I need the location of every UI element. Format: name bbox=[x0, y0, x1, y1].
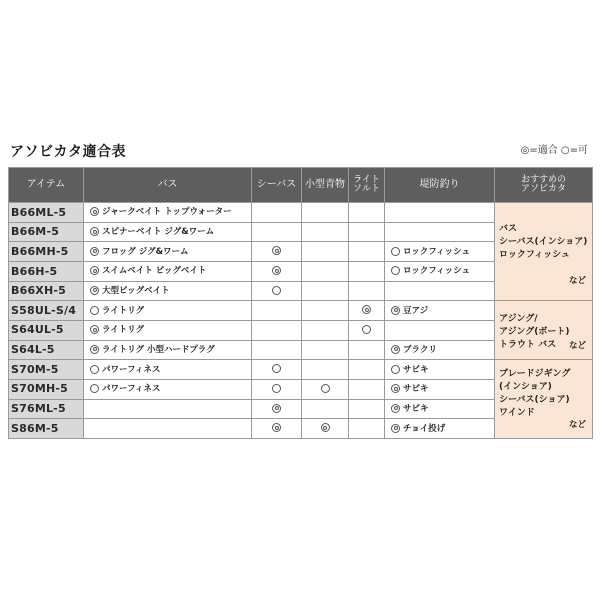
bass-cell bbox=[84, 360, 252, 380]
bass-text: スピナーベイト ジグ&ワーム bbox=[101, 227, 215, 238]
recommend-line: シーバス(インショア) bbox=[499, 237, 588, 247]
header-small-bluefish: 小型青物 bbox=[302, 168, 349, 203]
bass-double-circle-icon bbox=[90, 345, 99, 354]
legend: ◎=適合 ○=可 bbox=[520, 145, 588, 156]
small-bluefish-cell bbox=[302, 320, 349, 340]
recommend-cell bbox=[495, 203, 593, 301]
small-bluefish-cell bbox=[302, 261, 349, 281]
bass-circle-icon bbox=[90, 306, 99, 315]
recommend-line: ワインド bbox=[499, 408, 535, 419]
header-row bbox=[9, 168, 593, 203]
seabass-cell bbox=[252, 203, 302, 223]
pier-double-circle-icon bbox=[391, 424, 400, 433]
light-salt-cell bbox=[349, 399, 385, 419]
recommend-cell bbox=[495, 301, 593, 360]
light-salt-cell bbox=[349, 301, 385, 321]
bass-double-circle-icon bbox=[90, 325, 99, 334]
pier-text: サビキ bbox=[402, 384, 429, 395]
seabass-cell bbox=[252, 419, 302, 439]
item-code: S86M-5 bbox=[9, 419, 84, 439]
pier-text: ロックフィッシュ bbox=[402, 266, 470, 277]
small-bluefish-cell bbox=[302, 399, 349, 419]
item-code: S64UL-5 bbox=[9, 320, 84, 340]
bass-cell bbox=[84, 242, 252, 262]
pier-double-circle-icon bbox=[391, 345, 400, 354]
seabass-cell bbox=[252, 222, 302, 242]
item-code: S76ML-5 bbox=[9, 399, 84, 419]
small-bluefish-cell bbox=[302, 419, 349, 439]
recommend-lines bbox=[499, 368, 570, 420]
small-bluefish-cell bbox=[302, 379, 349, 399]
small-bluefish-double-circle-icon bbox=[321, 423, 330, 432]
pier-text: 豆アジ bbox=[402, 305, 429, 316]
bass-double-circle-icon bbox=[90, 227, 99, 236]
pier-double-circle-icon bbox=[391, 384, 400, 393]
header-bass: バス bbox=[84, 168, 252, 203]
bass-text: ジャークベイト トップウォーター bbox=[101, 207, 232, 218]
light-salt-cell bbox=[349, 203, 385, 223]
seabass-circle-icon bbox=[272, 286, 281, 295]
light-salt-cell bbox=[349, 340, 385, 360]
seabass-double-circle-icon bbox=[272, 266, 281, 275]
table-row bbox=[9, 203, 593, 223]
seabass-cell bbox=[252, 242, 302, 262]
item-code: S58UL-S/4 bbox=[9, 301, 84, 321]
item-code: B66H-5 bbox=[9, 261, 84, 281]
compatibility-table bbox=[8, 167, 593, 439]
bass-cell bbox=[84, 320, 252, 340]
item-code: B66ML-5 bbox=[9, 203, 84, 223]
pier-cell bbox=[385, 399, 495, 419]
item-code: S64L-5 bbox=[9, 340, 84, 360]
small-bluefish-cell bbox=[302, 340, 349, 360]
recommend-line: シーバス(ショア) bbox=[499, 395, 570, 406]
seabass-cell bbox=[252, 320, 302, 340]
bass-text: スイムベイト ビッグベイト bbox=[101, 266, 207, 277]
pier-text: チョイ投げ bbox=[402, 423, 446, 434]
item-code: S70M-5 bbox=[9, 360, 84, 380]
small-bluefish-cell bbox=[302, 301, 349, 321]
pier-circle-icon bbox=[391, 247, 400, 256]
seabass-cell bbox=[252, 340, 302, 360]
light-salt-cell bbox=[349, 281, 385, 301]
bass-double-circle-icon bbox=[90, 286, 99, 295]
recommend-lines bbox=[499, 313, 569, 352]
light-salt-cell bbox=[349, 360, 385, 380]
bass-cell bbox=[84, 281, 252, 301]
header-seabass: シーバス bbox=[252, 168, 302, 203]
pier-circle-icon bbox=[391, 365, 400, 374]
light-salt-cell bbox=[349, 261, 385, 281]
bass-double-circle-icon bbox=[90, 266, 99, 275]
small-bluefish-cell bbox=[302, 203, 349, 223]
bass-cell bbox=[84, 301, 252, 321]
seabass-cell bbox=[252, 301, 302, 321]
light-salt-cell bbox=[349, 242, 385, 262]
bass-cell bbox=[84, 379, 252, 399]
header-light-salt: ライト ソルト bbox=[349, 168, 385, 203]
small-bluefish-cell bbox=[302, 281, 349, 301]
light-salt-cell bbox=[349, 379, 385, 399]
pier-cell bbox=[385, 379, 495, 399]
bass-double-circle-icon bbox=[90, 207, 99, 216]
bass-double-circle-icon bbox=[90, 247, 99, 256]
bass-text: ライトリグ bbox=[101, 325, 145, 336]
recommend-line: アジング(ボート) bbox=[499, 327, 570, 338]
pier-cell bbox=[385, 222, 495, 242]
small-bluefish-cell bbox=[302, 360, 349, 380]
item-code: B66MH-5 bbox=[9, 242, 84, 262]
pier-double-circle-icon bbox=[391, 306, 400, 315]
light-salt-double-circle-icon bbox=[362, 305, 371, 314]
bass-cell bbox=[84, 399, 252, 419]
bass-cell bbox=[84, 222, 252, 242]
seabass-cell bbox=[252, 261, 302, 281]
bass-text: パワーフィネス bbox=[101, 384, 161, 395]
recommend-line: アジング/ bbox=[499, 314, 538, 325]
item-code: B66M-5 bbox=[9, 222, 84, 242]
bass-text: ライトリグ 小型ハードプラグ bbox=[101, 344, 215, 355]
pier-text: ロックフィッシュ bbox=[402, 246, 470, 257]
recommend-cell bbox=[495, 360, 593, 439]
seabass-cell bbox=[252, 360, 302, 380]
small-bluefish-circle-icon bbox=[321, 384, 330, 393]
pier-text: サビキ bbox=[402, 403, 429, 414]
light-salt-cell bbox=[349, 222, 385, 242]
pier-double-circle-icon bbox=[391, 404, 400, 413]
table-row bbox=[9, 360, 593, 380]
bass-text: パワーフィネス bbox=[101, 364, 161, 375]
recommend-lines bbox=[499, 223, 587, 262]
page-title: アソビカタ適合表 bbox=[10, 144, 126, 160]
recommend-etc: など bbox=[568, 341, 586, 352]
recommend-line: ブレードジギング bbox=[499, 369, 571, 380]
seabass-double-circle-icon bbox=[272, 404, 281, 413]
small-bluefish-cell bbox=[302, 222, 349, 242]
pier-cell bbox=[385, 281, 495, 301]
light-salt-cell bbox=[349, 419, 385, 439]
pier-cell bbox=[385, 301, 495, 321]
pier-cell bbox=[385, 203, 495, 223]
seabass-cell bbox=[252, 281, 302, 301]
pier-cell bbox=[385, 242, 495, 262]
pier-cell bbox=[385, 320, 495, 340]
seabass-circle-icon bbox=[272, 364, 281, 373]
bass-cell bbox=[84, 203, 252, 223]
recommend-line: トラウト バス bbox=[499, 340, 557, 351]
item-code: B66XH-5 bbox=[9, 281, 84, 301]
bass-cell bbox=[84, 419, 252, 439]
header-pier-fishing: 堤防釣り bbox=[385, 168, 495, 203]
pier-cell bbox=[385, 340, 495, 360]
recommend-line: (インショア) bbox=[499, 382, 552, 393]
pier-text: サビキ bbox=[402, 364, 429, 375]
seabass-cell bbox=[252, 379, 302, 399]
light-salt-cell bbox=[349, 320, 385, 340]
bass-circle-icon bbox=[90, 365, 99, 374]
light-salt-circle-icon bbox=[362, 325, 371, 334]
small-bluefish-cell bbox=[302, 242, 349, 262]
recommend-etc: など bbox=[568, 276, 586, 287]
recommend-line: ロックフィッシュ bbox=[499, 250, 570, 260]
pier-text: ブラクリ bbox=[402, 344, 437, 355]
header-recommended: おすすめの アソビカタ bbox=[495, 168, 593, 203]
seabass-double-circle-icon bbox=[272, 423, 281, 432]
item-code: S70MH-5 bbox=[9, 379, 84, 399]
pier-cell bbox=[385, 419, 495, 439]
pier-circle-icon bbox=[391, 266, 400, 275]
bass-text: ライトリグ bbox=[101, 305, 145, 316]
seabass-double-circle-icon bbox=[272, 246, 281, 255]
seabass-circle-icon bbox=[272, 384, 281, 393]
bass-text: 大型ビッグベイト bbox=[101, 285, 170, 296]
pier-cell bbox=[385, 261, 495, 281]
pier-cell bbox=[385, 360, 495, 380]
bass-cell bbox=[84, 261, 252, 281]
recommend-etc: など bbox=[568, 420, 586, 431]
seabass-cell bbox=[252, 399, 302, 419]
bass-circle-icon bbox=[90, 384, 99, 393]
header-item: アイテム bbox=[9, 168, 84, 203]
bass-cell bbox=[84, 340, 252, 360]
recommend-line: バス bbox=[499, 224, 518, 234]
bass-text: フロッグ ジグ&ワーム bbox=[101, 246, 189, 257]
table-row bbox=[9, 301, 593, 321]
